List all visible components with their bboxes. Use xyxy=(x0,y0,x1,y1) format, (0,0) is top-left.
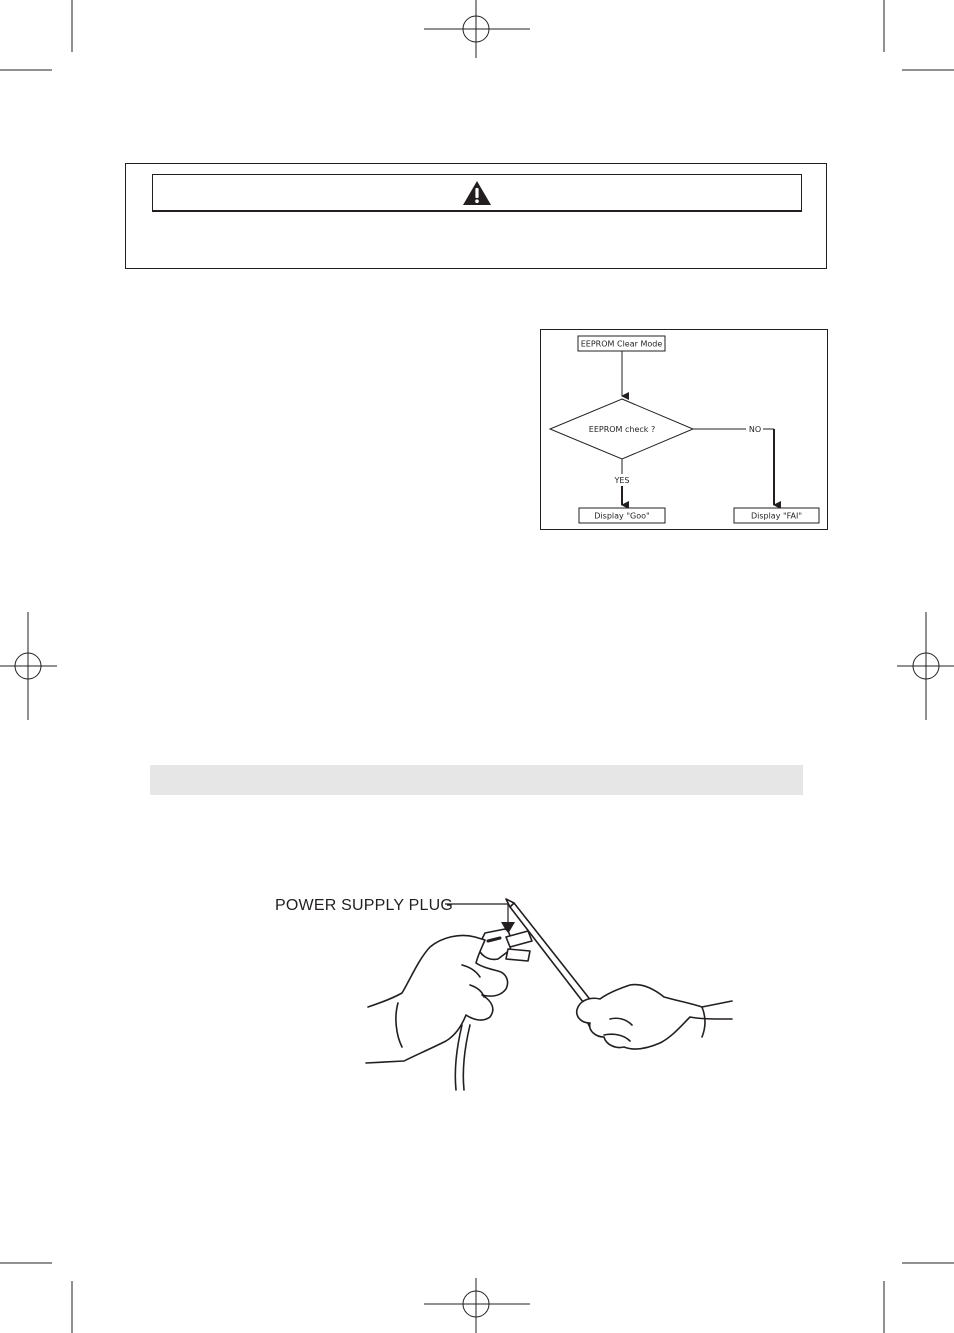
section-header-band xyxy=(150,765,803,795)
flowchart-diagram xyxy=(541,330,829,531)
callout-leader-line xyxy=(445,904,508,923)
warning-header xyxy=(152,174,802,212)
warning-triangle-icon xyxy=(462,180,492,206)
flow-no-label: NO xyxy=(748,425,762,434)
flow-no-result-label: Display "FAI" xyxy=(750,511,803,521)
power-cord-2 xyxy=(463,1025,470,1090)
eeprom-flowchart xyxy=(540,329,828,530)
power-supply-plug-callout: POWER SUPPLY PLUG xyxy=(275,897,453,914)
plug-pin-2 xyxy=(506,949,530,961)
power-cord xyxy=(455,1025,462,1090)
flow-yes-label: YES xyxy=(614,476,630,485)
flow-start-label: EEPROM Clear Mode xyxy=(580,339,663,349)
plug-discharge-illustration xyxy=(270,885,750,1105)
warning-box xyxy=(125,163,827,269)
flow-decision-label: EEPROM check ? xyxy=(588,425,656,434)
flow-yes-result-label: Display "Goo" xyxy=(594,511,650,521)
right-hand xyxy=(577,985,732,1049)
